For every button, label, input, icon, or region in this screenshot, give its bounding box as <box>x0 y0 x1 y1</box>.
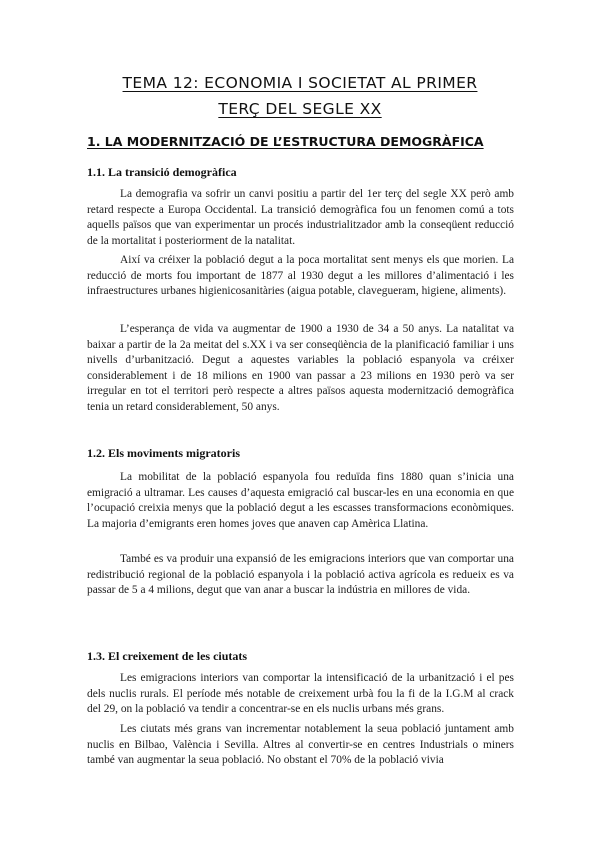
paragraph: Les emigracions interiors van comportar la intensificació de la urbanització i el pes dels nuclis rurals. El període més notable de creixement urbà fou la fi de la I.G.M al crack del 29, on la població va tendir a concentrar-se en els nuclis urbans més grans. <box>87 672 514 716</box>
section-heading: 1. LA MODERNITZACIÓ DE L’ESTRUCTURA DEMOGRÀFICA <box>87 134 484 149</box>
subsection-heading-moviments: 1.2. Els moviments migratoris <box>87 446 240 460</box>
subsection-heading-transicio: 1.1. La transició demogràfica <box>87 165 237 179</box>
paragraph: L’esperança de vida va augmentar de 1900 a 1930 de 34 a 50 anys. La natalitat va baixar a partir de la 2a meitat del s.XX i va ser conseqüència de la planificació familiar i uns nivells d’urbanització. Degut a aquestes variables la població espanyola va créixer considerablement i de 18 milions en 1900 van passar a 23 milions en 1930 però va ser irregular en tot el territori però respecte a altres països aquesta modernització demogràfica tenia un retard considerablement, 50 anys. <box>87 323 514 413</box>
paragraph: La mobilitat de la població espanyola fou reduïda fins 1880 quan s’inicia una emigració a ultramar. Les causes d’aquesta emigració cal buscar-les en una economia en que l’ocupació creixia menys que la població degut a les escasses transformacions econòmiques. La majoria d’emigrants eren homes joves que anaven cap Amèrica Llatina. <box>87 471 514 530</box>
document-title <box>60 70 540 122</box>
paragraph: També es va produir una expansió de les emigracions interiors que van comportar una redistribució regional de la població espanyola i la població activa agrícola es redueix es va passar de 5 a 4 milions, degut que van anar a buscar la indústria en millores de vida. <box>87 553 514 597</box>
paragraph: Així va créixer la població degut a la poca mortalitat sent menys els que morien. La reducció de morts fou important de 1877 al 1930 degut a les millores d’alimentació i les infraestructures urbanes higienicosanitàries (aigua potable, clavegueram, higiene, aliments). <box>87 254 514 298</box>
paragraph: La demografia va sofrir un canvi positiu a partir del 1er terç del segle XX però amb retard respecte a Europa Occidental. La transició demogràfica fou un fenomen comú a tots aquells països que van experimentar un procés industrialitzador amb la conseqüent reducció de la mortalitat i posteriorment de la natalitat. <box>87 188 514 247</box>
paragraph: Les ciutats més grans van incrementar notablement la seua població juntament amb nuclis en Bilbao, València i Sevilla. Altres al convertir-se en centres Industrials o miners també van augmentar la seua població. No obstant el 70% de la població vivia <box>87 723 514 767</box>
title-line-2: TERÇ DEL SEGLE XX <box>218 100 382 118</box>
subsection-heading-ciutats: 1.3. El creixement de les ciutats <box>87 649 248 663</box>
title-line-1: TEMA 12: ECONOMIA I SOCIETAT AL PRIMER <box>122 74 478 92</box>
